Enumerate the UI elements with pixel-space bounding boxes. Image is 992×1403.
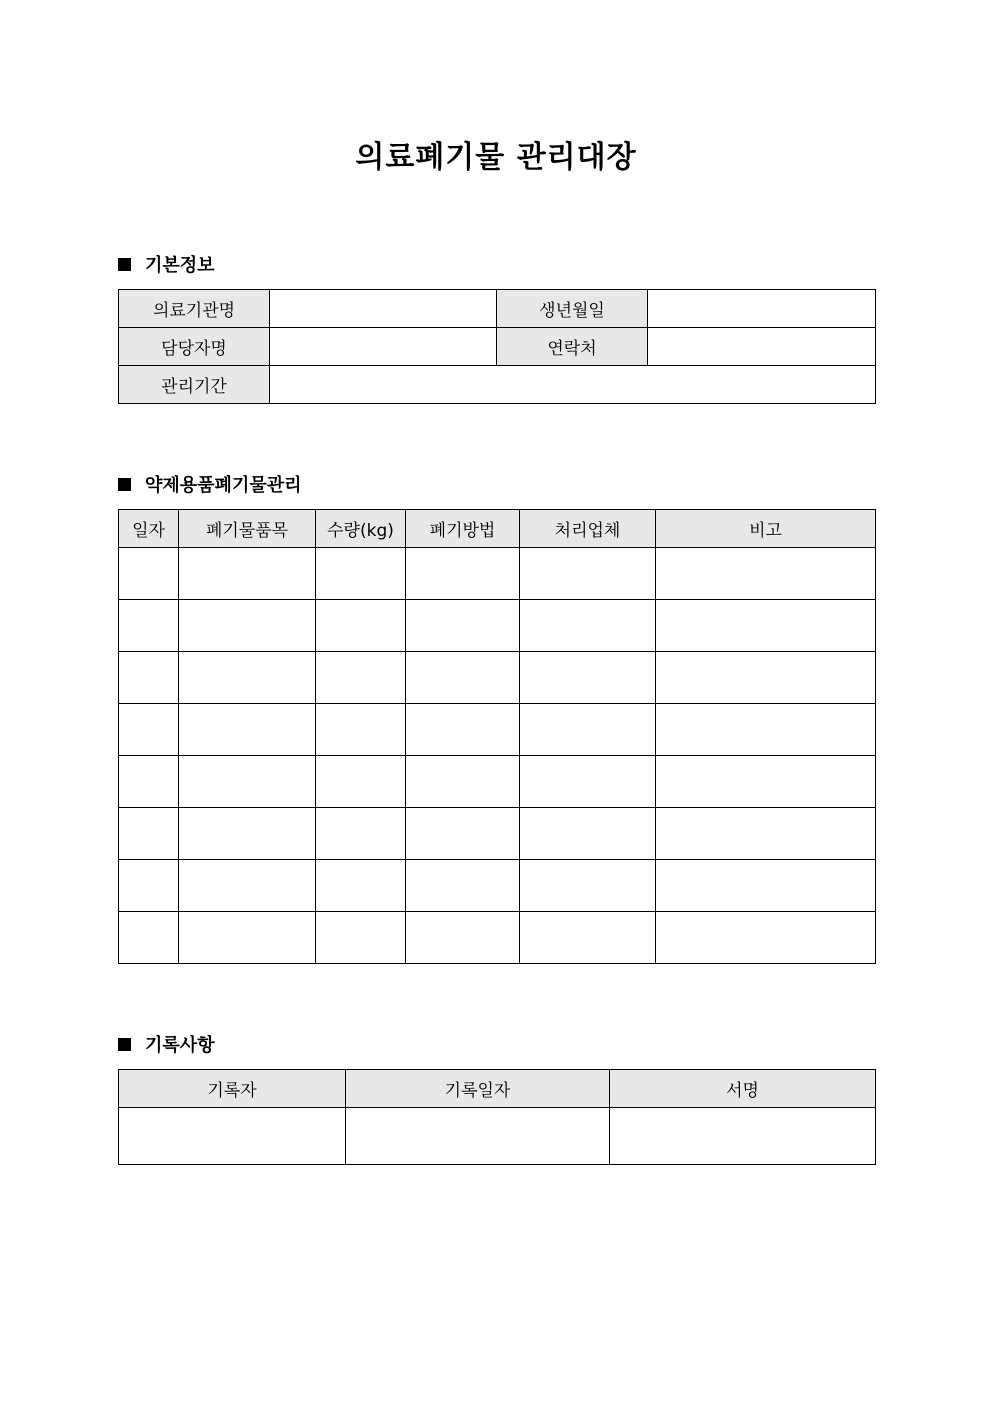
table-cell[interactable]: [119, 1108, 346, 1165]
table-cell[interactable]: [179, 704, 316, 756]
table-cell[interactable]: [316, 704, 406, 756]
birth-date-field[interactable]: [648, 290, 876, 328]
table-cell[interactable]: [179, 808, 316, 860]
table-cell[interactable]: [520, 652, 656, 704]
institution-name-label: 의료기관명: [119, 290, 270, 328]
table-row: [119, 912, 876, 964]
table-cell[interactable]: [520, 808, 656, 860]
table-cell[interactable]: [346, 1108, 610, 1165]
table-cell[interactable]: [656, 808, 876, 860]
contact-label: 연락처: [497, 328, 648, 366]
table-cell[interactable]: [406, 860, 520, 912]
table-cell[interactable]: [179, 652, 316, 704]
table-row: [119, 860, 876, 912]
table-cell[interactable]: [119, 600, 179, 652]
record-table: [118, 1069, 876, 1165]
table-cell[interactable]: [656, 756, 876, 808]
page-title: 의료폐기물 관리대장: [355, 140, 637, 175]
table-cell[interactable]: [520, 548, 656, 600]
table-row: [119, 600, 876, 652]
table-cell[interactable]: [406, 808, 520, 860]
manager-name-field[interactable]: [270, 328, 497, 366]
table-row: [119, 808, 876, 860]
table-row: [119, 548, 876, 600]
square-bullet-icon: [118, 1038, 131, 1051]
table-cell[interactable]: [119, 704, 179, 756]
table-row: [119, 328, 876, 366]
table-cell[interactable]: [316, 912, 406, 964]
contact-field[interactable]: [648, 328, 876, 366]
section-heading-basic-info: [118, 251, 215, 277]
table-cell[interactable]: [119, 756, 179, 808]
table-header-row: [119, 1070, 876, 1108]
section-heading-record: [118, 1031, 215, 1057]
table-cell[interactable]: [119, 808, 179, 860]
table-header-row: [119, 510, 876, 548]
table-cell[interactable]: [520, 600, 656, 652]
section-heading-label: 약제용품폐기물관리: [145, 475, 302, 496]
institution-name-field[interactable]: [270, 290, 497, 328]
table-cell[interactable]: [406, 548, 520, 600]
table-cell[interactable]: [316, 600, 406, 652]
table-cell[interactable]: [406, 912, 520, 964]
section-heading-label: 기록사항: [145, 1035, 215, 1056]
table-cell[interactable]: [179, 548, 316, 600]
column-header-quantity: 수량(kg): [316, 510, 406, 548]
column-header-disposal-method: 폐기방법: [406, 510, 520, 548]
table-cell[interactable]: [316, 652, 406, 704]
table-cell[interactable]: [179, 600, 316, 652]
table-cell[interactable]: [119, 548, 179, 600]
table-cell[interactable]: [406, 652, 520, 704]
table-cell[interactable]: [656, 912, 876, 964]
management-period-label: 관리기간: [119, 366, 270, 404]
section-heading-waste-management: [118, 471, 302, 497]
table-cell[interactable]: [119, 652, 179, 704]
table-cell[interactable]: [520, 912, 656, 964]
table-cell[interactable]: [406, 600, 520, 652]
manager-name-label: 담당자명: [119, 328, 270, 366]
table-cell[interactable]: [179, 912, 316, 964]
birth-date-label: 생년월일: [497, 290, 648, 328]
column-header-recorder: 기록자: [119, 1070, 346, 1108]
table-cell[interactable]: [316, 860, 406, 912]
basic-info-table: [118, 289, 876, 404]
square-bullet-icon: [118, 478, 131, 491]
table-cell[interactable]: [610, 1108, 876, 1165]
table-cell[interactable]: [656, 600, 876, 652]
table-row: [119, 290, 876, 328]
column-header-record-date: 기록일자: [346, 1070, 610, 1108]
table-cell[interactable]: [316, 548, 406, 600]
table-row: [119, 756, 876, 808]
column-header-disposal-company: 처리업체: [520, 510, 656, 548]
column-header-waste-item: 폐기물품목: [179, 510, 316, 548]
table-cell[interactable]: [656, 704, 876, 756]
table-cell[interactable]: [406, 756, 520, 808]
table-row: [119, 704, 876, 756]
management-period-field[interactable]: [270, 366, 876, 404]
table-row: [119, 652, 876, 704]
table-cell[interactable]: [656, 548, 876, 600]
column-header-remarks: 비고: [656, 510, 876, 548]
table-cell[interactable]: [520, 860, 656, 912]
table-cell[interactable]: [520, 704, 656, 756]
table-cell[interactable]: [406, 704, 520, 756]
column-header-date: 일자: [119, 510, 179, 548]
table-cell[interactable]: [520, 756, 656, 808]
table-cell[interactable]: [316, 808, 406, 860]
table-cell[interactable]: [119, 912, 179, 964]
table-cell[interactable]: [179, 756, 316, 808]
table-row: [119, 1108, 876, 1165]
table-cell[interactable]: [316, 756, 406, 808]
table-cell[interactable]: [179, 860, 316, 912]
section-heading-label: 기본정보: [145, 255, 215, 276]
table-row: [119, 366, 876, 404]
table-cell[interactable]: [656, 860, 876, 912]
column-header-signature: 서명: [610, 1070, 876, 1108]
table-cell[interactable]: [656, 652, 876, 704]
waste-management-table: [118, 509, 876, 964]
table-cell[interactable]: [119, 860, 179, 912]
square-bullet-icon: [118, 258, 131, 271]
